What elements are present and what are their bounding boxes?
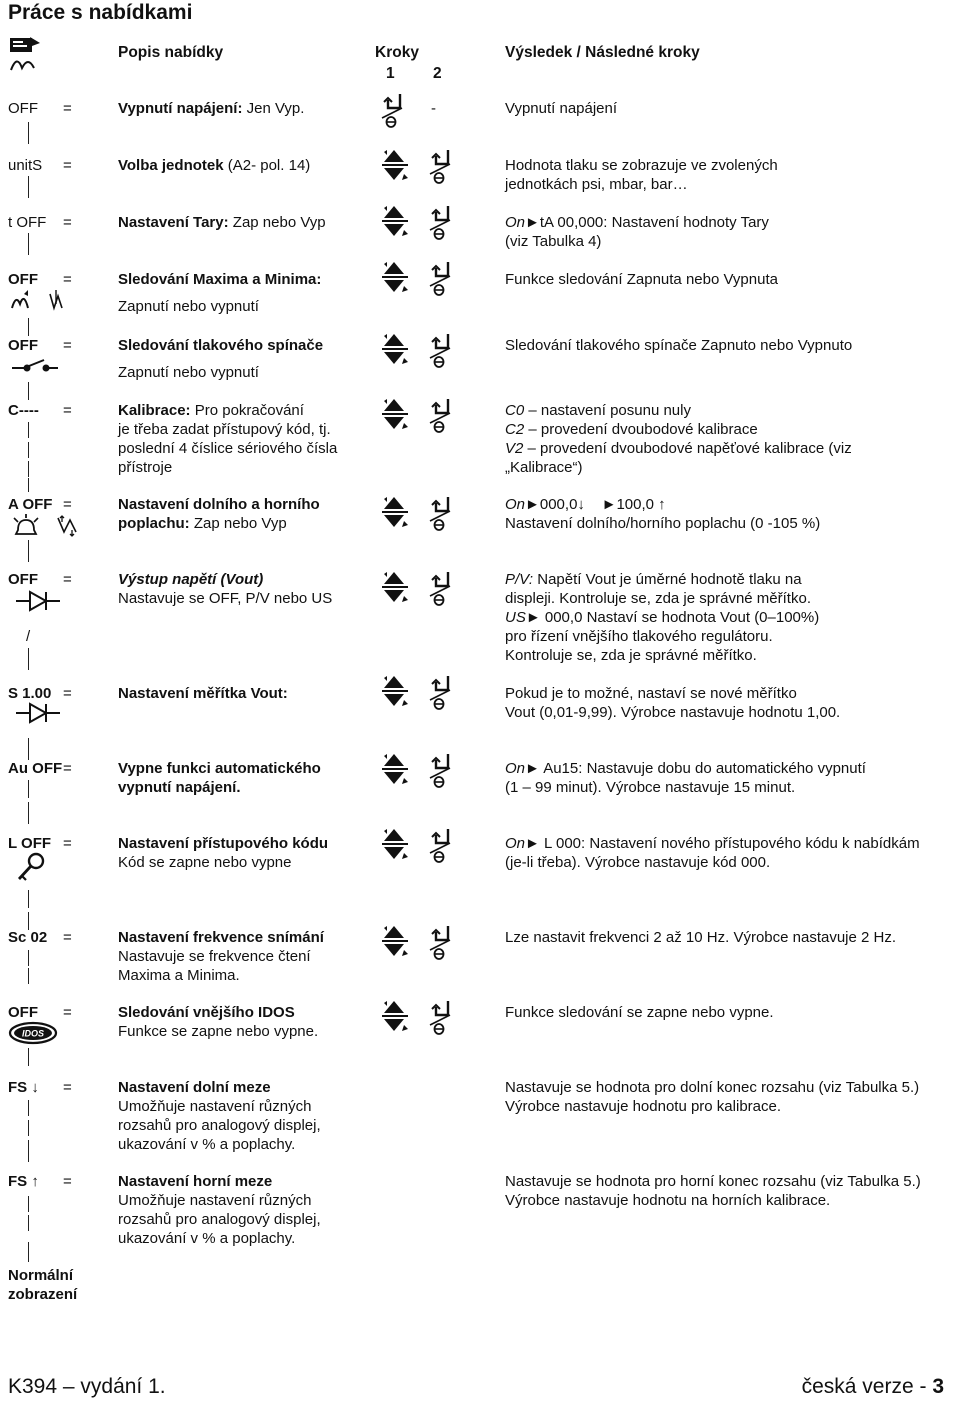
row14-eq: =	[63, 1079, 72, 1096]
row6-desc-2: je třeba zadat přístupový kód, tj.	[118, 421, 331, 438]
connector-line	[28, 1196, 29, 1212]
alarm-icon	[14, 514, 84, 538]
footer-left: K394 – vydání 1.	[8, 1375, 166, 1398]
row8-pv: P/V:	[505, 571, 534, 588]
row2-desc: Volba jednotek	[118, 157, 224, 174]
row3-eq: =	[63, 214, 72, 231]
row10-result-1: Au15: Nastavuje dobu do automatického vypnutí	[539, 760, 866, 777]
row13-desc-1: Sledování vnějšího IDOS	[118, 1004, 295, 1021]
arrow-down-icon: ↓	[577, 496, 585, 513]
connector-line	[28, 1215, 29, 1231]
connector-line	[28, 540, 29, 562]
row8-code: OFF	[8, 571, 38, 588]
up-down-icon	[380, 497, 410, 529]
row14-desc-2: Umožňuje nastavení různých	[118, 1098, 312, 1115]
row15-eq: =	[63, 1173, 72, 1190]
connector-line	[28, 950, 29, 966]
row6-result-4: „Kalibrace“)	[505, 459, 583, 476]
row8-eq: =	[63, 571, 72, 588]
row11-result-2: (je-li třeba). Výrobce nastavuje kód 000.	[505, 854, 771, 871]
key-icon	[16, 852, 46, 882]
arrow-up-icon: ↑	[654, 496, 666, 513]
normal-display-1: Normální	[8, 1267, 74, 1284]
row7-low: 000,0	[539, 496, 578, 513]
connector-line	[28, 176, 29, 198]
row9-result-1: Pokud je to možné, nastaví se nové měřítko	[505, 685, 797, 702]
row3-result-1: tA 00,000: Nastavení hodnoty Tary	[539, 214, 769, 231]
connector-line	[28, 318, 29, 336]
connector-line	[28, 442, 29, 458]
row14-desc-4: ukazování v % a poplachy.	[118, 1136, 296, 1153]
up-down-icon	[380, 399, 410, 431]
row11-code: L OFF	[8, 835, 52, 852]
play-icon: ►	[525, 214, 540, 231]
enter-icon	[428, 829, 452, 863]
row6-v2: V2	[505, 440, 524, 457]
row5-eq: =	[63, 337, 72, 354]
row1-desc: Vypnutí napájení:	[118, 100, 243, 117]
up-down-icon	[380, 926, 410, 958]
row9-desc-1: Nastavení měřítka Vout:	[118, 685, 288, 702]
connector-line	[28, 1140, 29, 1162]
connector-line	[28, 648, 29, 670]
row12-desc-2: Nastavuje se frekvence čtení	[118, 948, 311, 965]
row8-result-2: displeji. Kontroluje se, zda je správné měřítko.	[505, 590, 811, 607]
row7-desc-1: Nastavení dolního a horního	[118, 496, 320, 513]
row15-code: FS ↑	[8, 1173, 39, 1190]
row15-desc-4: ukazování v % a poplachy.	[118, 1230, 296, 1247]
row7-result-2: Nastavení dolního/horního poplachu (0 -105 %)	[505, 515, 821, 532]
row10-desc-2: vypnutí napájení.	[118, 779, 241, 796]
row15-desc-3: rozsahů pro analogový displej,	[118, 1211, 321, 1228]
row10-on: On	[505, 760, 526, 777]
enter-icon	[428, 926, 452, 960]
row8-pv-text: Napětí Vout je úměrné hodnotě tlaku na	[533, 571, 802, 588]
row7-desc-2b: Zap nebo Vyp	[189, 515, 287, 532]
header-description: Popis nabídky	[118, 44, 224, 61]
row3-desc: Nastavení Tary:	[118, 214, 229, 231]
row1-dash: -	[431, 100, 436, 117]
row11-desc-1: Nastavení přístupového kódu	[118, 835, 329, 852]
row13-eq: =	[63, 1004, 72, 1021]
row11-result-1: L 000: Nastavení nového přístupového kódu k nabídkám	[539, 835, 920, 852]
up-down-icon	[380, 754, 410, 786]
row11-on: On	[505, 835, 526, 852]
header-steps: Kroky	[375, 44, 419, 61]
row8-result-4: pro řízení vnějšího tlakového regulátoru.	[505, 628, 773, 645]
connector-line	[28, 780, 29, 798]
row2-desc-b: (A2- pol. 14)	[223, 157, 311, 174]
row6-desc-4: přístroje	[118, 459, 173, 476]
row1-desc-b: Jen Vyp.	[242, 100, 305, 117]
row8-slash: /	[26, 628, 31, 645]
row6-desc-3: poslední 4 číslice sériového čísla	[118, 440, 338, 457]
row12-result: Lze nastavit frekvenci 2 až 10 Hz. Výrobce nastavuje 2 Hz.	[505, 929, 897, 946]
menu-icon	[8, 34, 44, 74]
row14-code: FS ↓	[8, 1079, 39, 1096]
row6-desc-b: Pro pokračování	[190, 402, 304, 419]
up-down-icon	[380, 676, 410, 708]
row3-result-2: (viz Tabulka 4)	[505, 233, 602, 250]
row8-us: US	[505, 609, 526, 626]
row13-desc-2: Funkce se zapne nebo vypne.	[118, 1023, 319, 1040]
row6-c2: C2	[505, 421, 525, 438]
row12-desc-3: Maxima a Minima.	[118, 967, 240, 984]
connector-line	[28, 382, 29, 400]
enter-icon	[428, 1001, 452, 1035]
enter-icon	[428, 150, 452, 184]
up-down-icon	[380, 1001, 410, 1033]
row4-eq: =	[63, 271, 72, 288]
connector-line	[28, 478, 29, 492]
row8-desc-2: Nastavuje se OFF, P/V nebo US	[118, 590, 333, 607]
up-down-icon	[380, 262, 410, 294]
connector-line	[28, 738, 29, 760]
connector-line	[28, 968, 29, 984]
row14-result-1: Nastavuje se hodnota pro dolní konec rozsahu (viz Tabulka 5.)	[505, 1079, 920, 1096]
up-down-icon	[380, 829, 410, 861]
row15-result-2: Výrobce nastavuje hodnotu na horních kalibrace.	[505, 1192, 831, 1209]
row7-on: On	[505, 496, 526, 513]
row8-us-text: 000,0 Nastaví se hodnota Vout (0–100%)	[540, 609, 820, 626]
row11-desc-2: Kód se zapne nebo vypne	[118, 854, 292, 871]
connector-line	[28, 1100, 29, 1116]
row14-desc-3: rozsahů pro analogový displej,	[118, 1117, 321, 1134]
connector-line	[28, 802, 29, 824]
header-result: Výsledek / Následné kroky	[505, 44, 700, 61]
row9-eq: =	[63, 685, 72, 702]
row13-result: Funkce sledování se zapne nebo vypne.	[505, 1004, 774, 1021]
row14-result-2: Výrobce nastavuje hodnotu pro kalibrace.	[505, 1098, 782, 1115]
play-icon: ►	[525, 609, 541, 626]
enter-icon	[428, 676, 452, 710]
row3-desc-b: Zap nebo Vyp	[228, 214, 326, 231]
row6-c2-text: – provedení dvoubodové kalibrace	[524, 421, 758, 438]
row2-eq: =	[63, 157, 72, 174]
enter-icon	[428, 206, 452, 240]
row10-eq: =	[63, 760, 72, 777]
connector-line	[28, 122, 29, 144]
row11-eq: =	[63, 835, 72, 852]
row9-result-2: Vout (0,01-9,99). Výrobce nastavuje hodnotu 1,00.	[505, 704, 841, 721]
enter-icon	[428, 572, 452, 606]
row5-result: Sledování tlakového spínače Zapnuto nebo Vypnuto	[505, 337, 853, 354]
row10-desc-1: Vypne funkci automatického	[118, 760, 321, 777]
row6-code: C----	[8, 402, 39, 419]
row4-desc-2: Zapnutí nebo vypnutí	[118, 298, 259, 315]
enter-icon	[428, 334, 452, 368]
row12-code: Sc 02	[8, 929, 48, 946]
play-icon: ►	[525, 760, 540, 777]
row1-result: Vypnutí napájení	[505, 100, 618, 117]
row7-high: 100,0	[616, 496, 654, 513]
row2-result-1: Hodnota tlaku se zobrazuje ve zvolených	[505, 157, 778, 174]
row2-result-2: jednotkách psi, mbar, bar…	[505, 176, 688, 193]
enter-icon	[428, 399, 452, 433]
row8-desc-1: Výstup napětí (Vout)	[118, 571, 264, 588]
row12-eq: =	[63, 929, 72, 946]
row15-desc-2: Umožňuje nastavení různých	[118, 1192, 312, 1209]
row6-v2-text: – provedení dvoubodové napěťové kalibrace (viz	[523, 440, 852, 457]
up-down-icon	[380, 334, 410, 366]
header-step-1: 1	[386, 65, 395, 82]
row1-eq: =	[63, 100, 72, 117]
row10-result-2: (1 – 99 minut). Výrobce nastavuje 15 minut.	[505, 779, 796, 796]
connector-line	[28, 1048, 29, 1066]
row6-c0: C0	[505, 402, 525, 419]
up-down-icon	[380, 206, 410, 238]
enter-icon	[428, 262, 452, 296]
connector-line	[28, 890, 29, 908]
play-icon: ►	[525, 835, 540, 852]
up-down-icon	[380, 150, 410, 182]
voltage-output-icon	[16, 702, 60, 724]
row1-code: OFF	[8, 100, 38, 117]
idos-logo-icon	[8, 1021, 58, 1045]
row7-eq: =	[63, 496, 72, 513]
up-down-icon	[380, 572, 410, 604]
row12-desc-1: Nastavení frekvence snímání	[118, 929, 324, 946]
connector-line	[28, 233, 29, 255]
row14-desc-1: Nastavení dolní meze	[118, 1079, 271, 1096]
pressure-switch-icon	[10, 356, 60, 376]
row3-code: t OFF	[8, 214, 47, 231]
page-title: Práce s nabídkami	[8, 1, 193, 24]
connector-line	[28, 1120, 29, 1136]
row4-desc-1: Sledování Maxima a Minima:	[118, 271, 322, 288]
row2-code: unitS	[8, 157, 43, 174]
row5-code: OFF	[8, 337, 38, 354]
row15-desc-1: Nastavení horní meze	[118, 1173, 273, 1190]
normal-display-2: zobrazení	[8, 1286, 78, 1303]
connector-line	[28, 461, 29, 477]
play-icon: ►	[601, 496, 617, 513]
row9-code: S 1.00	[8, 685, 52, 702]
row5-desc-1: Sledování tlakového spínače	[118, 337, 324, 354]
row6-eq: =	[63, 402, 72, 419]
row5-desc-2: Zapnutí nebo vypnutí	[118, 364, 259, 381]
row3-on: On	[505, 214, 526, 231]
page-number: 3	[932, 1375, 944, 1398]
row10-code: Au OFF	[8, 760, 63, 777]
enter-icon	[428, 497, 452, 531]
connector-line	[28, 1242, 29, 1262]
idos-logo-text: IDOS	[21, 1028, 45, 1039]
enter-icon	[380, 94, 404, 128]
row6-desc: Kalibrace:	[118, 402, 191, 419]
connector-line	[28, 422, 29, 438]
row8-result-5: Kontroluje se, zda je správné měřítko.	[505, 647, 757, 664]
row15-result-1: Nastavuje se hodnota pro horní konec rozsahu (viz Tabulka 5.)	[505, 1173, 921, 1190]
row7-desc-2: poplachu:	[118, 515, 190, 532]
voltage-output-icon	[16, 590, 60, 612]
row6-c0-text: – nastavení posunu nuly	[524, 402, 691, 419]
row7-code: A OFF	[8, 496, 53, 513]
row13-code: OFF	[8, 1004, 38, 1021]
enter-icon	[428, 754, 452, 788]
header-step-2: 2	[433, 65, 442, 82]
footer-right: česká verze -	[801, 1375, 933, 1398]
row4-result: Funkce sledování Zapnuta nebo Vypnuta	[505, 271, 778, 288]
max-min-icon	[10, 290, 70, 312]
play-icon: ►	[525, 496, 540, 513]
row4-code: OFF	[8, 271, 38, 288]
